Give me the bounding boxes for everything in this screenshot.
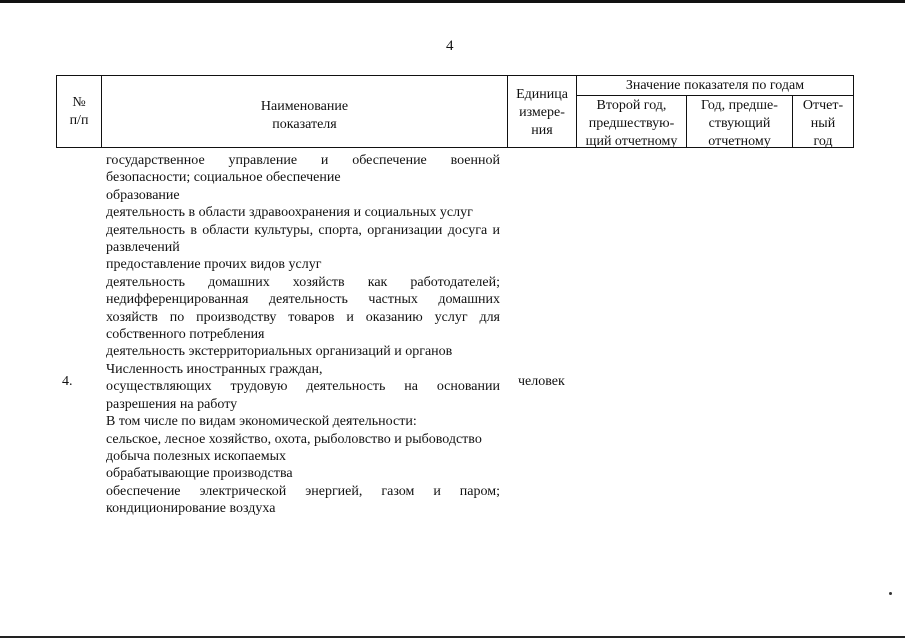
item4-title-line2: осуществляющих трудовую деятельность на основании разрешения на работу xyxy=(106,379,500,412)
list-item: образование xyxy=(106,187,180,203)
indicator-list xyxy=(106,152,500,518)
header-col-report-year: Отчет- ный год xyxy=(802,98,844,149)
list-item: добыча полезных ископаемых xyxy=(106,448,286,464)
header-col-unit: Единица измере- ния xyxy=(516,87,568,138)
list-item: сельское, лесное хозяйство, охота, рыболовство и рыбоводство xyxy=(106,431,482,447)
item4-unit: человек xyxy=(518,374,565,389)
list-item: обрабатывающие производства xyxy=(106,466,293,482)
page-number: 4 xyxy=(446,38,454,54)
header-col-number: № п/п xyxy=(69,95,89,128)
list-item: деятельность домашних хозяйств как работодателей; недифференцированная деятельность частных домашних хозяйств по производству товаров и оказанию услуг для собственного потребления xyxy=(106,274,500,343)
item4-title-line1: Численность иностранных граждан, xyxy=(106,361,323,377)
page-bottom-edge xyxy=(0,636,905,638)
list-item: предоставление прочих видов услуг xyxy=(106,257,322,273)
list-item: государственное управление и обеспечение военной безопасности; социальное обеспечение xyxy=(106,153,500,186)
header-right-border xyxy=(853,75,854,148)
list-item: обеспечение электрической энергией, газом и паром; кондиционирование воздуха xyxy=(106,483,500,517)
page-top-edge xyxy=(0,0,905,3)
header-col-year-2: Второй год, предшествую- щий отчетному xyxy=(585,98,678,149)
list-item: деятельность экстерриториальных организаций и органов xyxy=(106,344,453,360)
header-group-title: Значение показателя по годам xyxy=(625,78,805,93)
item4-subheading: В том числе по видам экономической деятельности: xyxy=(106,414,417,430)
list-item: деятельность в области здравоохранения и социальных услуг xyxy=(106,205,473,221)
header-col-name: Наименование показателя xyxy=(260,99,349,132)
item4-number: 4. xyxy=(62,374,73,389)
header-group-divider xyxy=(576,95,854,96)
list-item: деятельность в области культуры, спорта, организации досуга и развлечений xyxy=(106,222,500,256)
header-col-year-1: Год, предше- ствующий отчетному xyxy=(701,98,778,149)
scan-dot xyxy=(889,592,892,595)
table-header xyxy=(56,75,854,148)
header-top-border xyxy=(56,75,854,76)
